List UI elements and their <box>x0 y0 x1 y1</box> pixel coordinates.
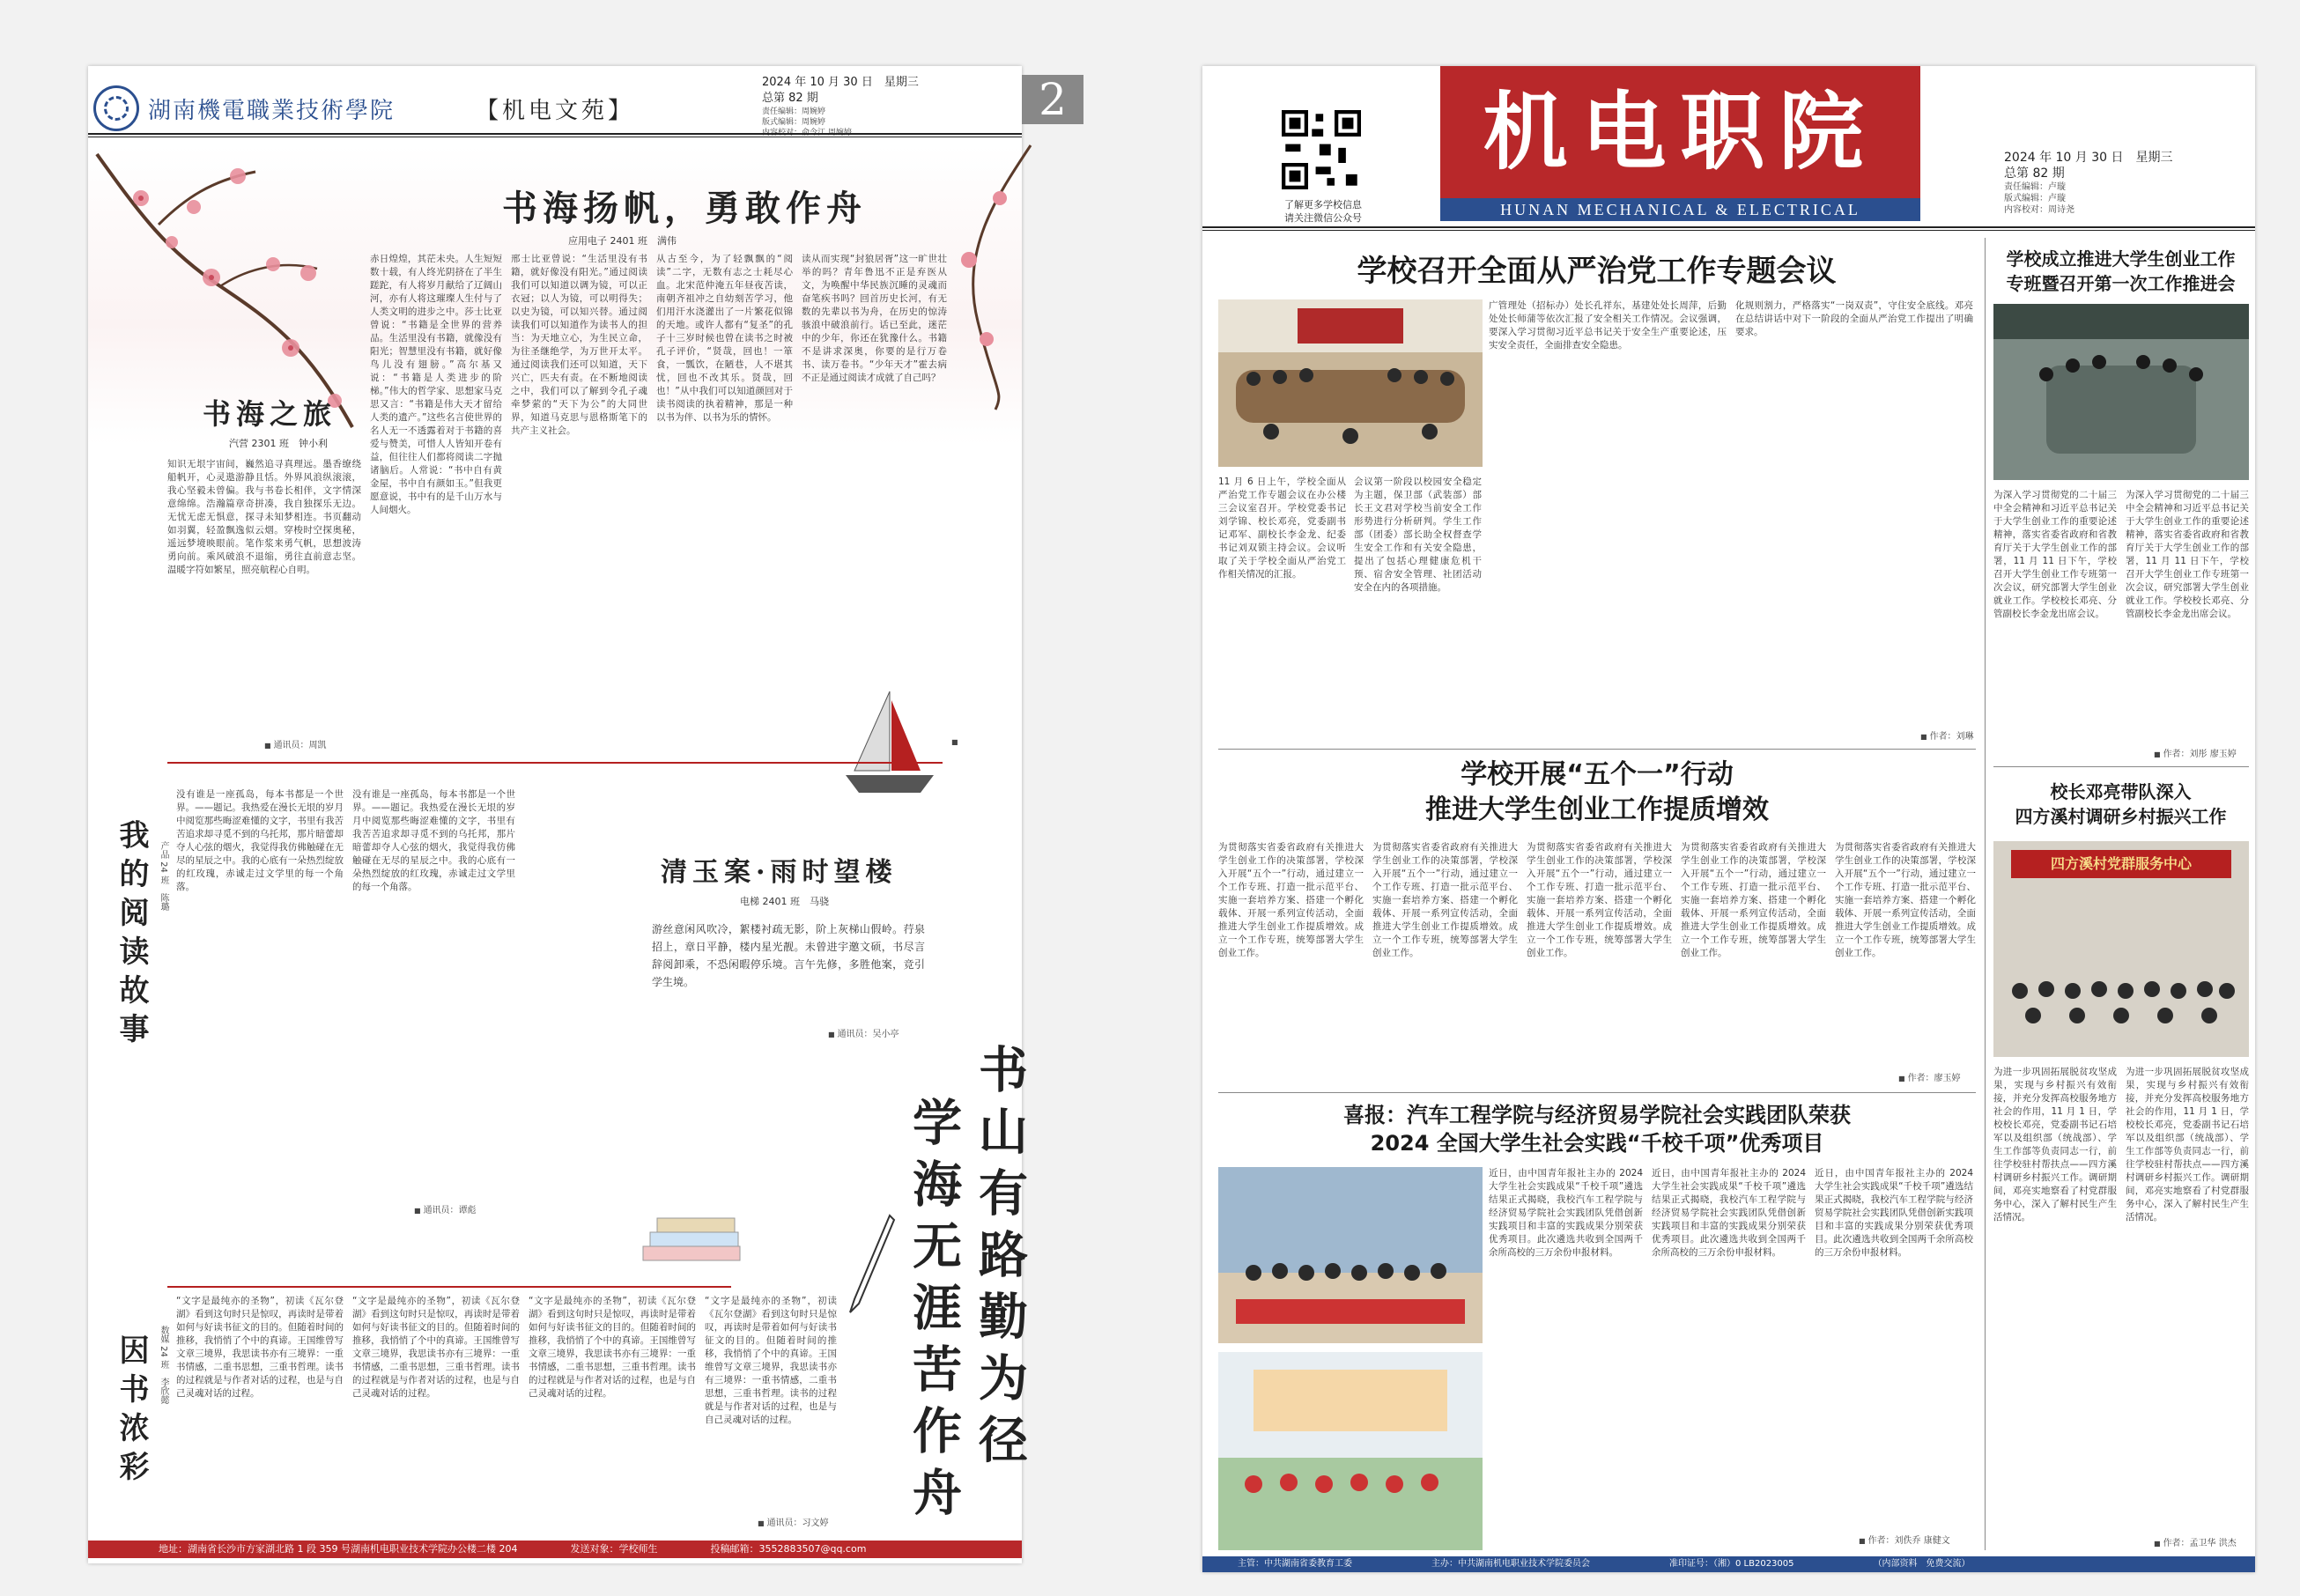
masthead-english: HUNAN MECHANICAL & ELECTRICAL POLYTECHNIC <box>1440 198 1920 221</box>
poem-body: 知识无垠宇宙间，巍然追寻真理远。墨香缭绕船帆开，心灵遨游静且恬。外界风浪纵滚滚，我心坚毅未曾偏。我与书卷长相伴，文字情深意绵绵。浩瀚篇章奇拼凑，我自独探乐无边。无忧无虑无惧意，探寻未知梦相连。书页翻动如羽翼，轻盈飘逸似云烟。穿梭时空探奥秘，遥远梦境映眼前。笔作浆来勇气帆，思想波涛勇向前。乘风破浪不退缩，勇往直前意志坚。温暖字符如繁星，照亮航程心自明。 <box>167 459 361 575</box>
article-body: 邢士比亚曾说：“生活里没有书籍，就好像没有阳光。”通过阅读我们可以知道以调为镜，可以正衣冠；以人为镜，可以明得失；以史为镜，可以知兴替。通过阅读我们可以知道作为读书人的担当：为天地立心，为生民立命，为往圣继绝学，为万世开太平。通过阅读我们还可以知道，天下兴亡，匹夫有责。在不断地阅读之中，我们可以了解到令孔子魂牵梦萦的“天下为公”的大同世界，知道马克思与恩格斯笔下的共产主义社会。 <box>511 254 647 436</box>
editor-line: 版式编辑：卢璇 <box>2004 194 2066 203</box>
section-divider <box>1218 749 1976 750</box>
section-tag: 【机电文苑】 <box>476 98 635 124</box>
article-title <box>1991 780 2251 829</box>
article-body: 没有谁是一座孤岛，每本书都是一个世界。——题记。我热爱在漫长无垠的岁月中阅览那些晦涩难懂的文字，书里有我苦苦追求却寻觅不到的乌托邦，那片暗蕾却夺人心弦的烟火，我觉得我仿佛触碰在无尽的星辰之中。我的心底有一朵热烈绽放的红玫瑰，赤诚走过文学里的每一个角落。 <box>176 789 344 892</box>
issue-info <box>2004 150 2173 216</box>
article-body: 广管理处（招标办）处长孔祥东，基建处处长周萍，后勤处处长师蒲等依次汇报了安全相关工作情况。会议强调，要深入学习贯彻习近平总书记关于安全生产重要论述，压实安全责任，全面排查安全隐患。 <box>1489 300 1727 351</box>
article-title-line: 专班暨召开第一次工作推进会 <box>2006 273 2236 294</box>
article-body: 读从而实现“封狼居胥”这一旷世壮举的吗？青年鲁迅不正是弃医从文，为唤醒中华民族沉睡的灵魂而奋笔疾书吗？回首历史长河，有无数的先辈以书为舟，在历史的惊涛骇浪中破浪前行。话已至此，迷茫中的少年，你还在犹豫什么。书籍不是讲求深奥，你要的是行万卷书、读万卷书。“少年天才”霍去病不正是通过阅读才成就了自己吗？ <box>802 254 947 383</box>
poem-body: 游丝意闲风吹冷，絮楼衬疏无影，阶上灰梯山假岭。荇泉招上，章日平静，楼内星光靓。未曾进宇邀文硕，书尽言辞阅卸乘，不恐闲暇停乐境。言午先修，多胜他案，竞引学生境。 <box>652 923 925 988</box>
article-title: 清玉案·雨时望楼 <box>661 857 898 888</box>
footer-contact: 发送对象：学校师生 <box>570 1543 658 1555</box>
practice-team-photo <box>1218 1167 1483 1343</box>
editor-line: 责任编辑：周婉婷 <box>762 107 826 116</box>
article-credit: ■ 作者：刘佚乔 康健文 <box>1859 1533 1950 1546</box>
service-center-banner: 四方溪村党群服务中心 <box>2011 850 2231 878</box>
group-people-icon <box>1993 841 2249 1057</box>
footer-license: 准印证号：（湘）0 LB2023005 <box>1669 1559 1794 1569</box>
article-body: 为贯彻落实省委省政府有关推进大学生创业工作的决策部署，学校深入开展“五个一”行动，通过建立一个工作专班、打造一批示范平台、实施一套培养方案、搭建一个孵化载体、开展一系列宣传活动，全面推进大学生创业工作提质增效。成立一个工作专班，统筹部署大学生创业工作。 <box>1372 842 1518 958</box>
left-page <box>88 66 1029 1563</box>
school-emblem-icon <box>93 85 139 131</box>
article-title: 我的阅读故事 <box>114 819 149 1052</box>
article-body: 为深入学习贯彻党的二十届三中全会精神和习近平总书记关于大学生创业工作的重要论述精神，落实省委省政府和省教育厅关于大学生创业工作的部署，11 月 11 日下午，学校召开大学生创业工作专班第一次会议，研究部署大学生创业就业工作。学校校长邓亮、分管副校长李金龙出席会议。 <box>2126 490 2249 619</box>
article-body: 近日，由中国青年报社主办的 2024 大学生社会实践成果“千校千项”遴选结果正式揭晓，我校汽车工程学院与经济贸易学院社会实践团队凭借创新实践项目和丰富的实践成果分别荣获优秀项目。此次遴选共收到全国两千余所高校的三万余份申报材料。 <box>1489 1168 1643 1258</box>
motto-line: 学海无涯苦作舟 <box>905 1097 963 1528</box>
section-divider <box>1218 1092 1976 1093</box>
page-footer <box>1202 1556 2255 1572</box>
issue-number: 总第 82 期 <box>762 92 818 105</box>
article-body: 为贯彻落实省委省政府有关推进大学生创业工作的决策部署，学校深入开展“五个一”行动，通过建立一个工作专班、打造一批示范平台、实施一套培养方案、搭建一个孵化载体、开展一系列宣传活动，全面推进大学生创业工作提质增效。成立一个工作专班，统筹部署大学生创业工作。 <box>1681 842 1826 958</box>
article-credit: ■ 作者：孟卫华 洪杰 <box>2154 1535 2237 1548</box>
article-title: 学校召开全面从严治党工作专题会议 <box>1357 254 1837 289</box>
article-byline: 电梯 2401 班 马骁 <box>740 896 829 907</box>
article-body: 为贯彻落实省委省政府有关推进大学生创业工作的决策部署，学校深入开展“五个一”行动，通过建立一个工作专班、打造一批示范平台、实施一套培养方案、搭建一个孵化载体、开展一系列宣传活动，全面推进大学生创业工作提质增效。成立一个工作专班，统筹部署大学生创业工作。 <box>1835 842 1976 958</box>
editor-line: 责任编辑：卢璇 <box>2004 182 2066 192</box>
article-credit <box>951 737 961 747</box>
qr-code-icon[interactable] <box>1282 110 1361 189</box>
page-footer <box>88 1541 1022 1558</box>
school-name: 湖南機電職業技術學院 <box>148 97 396 124</box>
qr-caption <box>1266 198 1380 225</box>
article-credit: ■ 通讯员：周凯 <box>264 737 327 750</box>
article-title <box>1218 757 1976 828</box>
issue-date: 2024 年 10 月 30 日 星期三 <box>2004 151 2173 165</box>
article-title: 书海之旅 <box>203 397 337 431</box>
village-visit-photo <box>1993 841 2249 1057</box>
work-meeting-photo <box>1993 304 2249 480</box>
article-body: “文字是最纯亦的圣物”，初读《瓦尔登湖》看到这句时只是惊叹，再读时是带着如何与好读书征文的目的。但随着时间的推移，我悄悄了个中的真谛。王国维曾写文章三境界，我思读书亦有三境界：一重书情感，二重书思想，三重书哲理。读书的过程就是与作者对话的过程，也是与自己灵魂对话的过程。 <box>705 1296 837 1425</box>
meeting-photo <box>1218 299 1483 467</box>
article-title-line: 学校开展“五个一”行动 <box>1461 759 1734 790</box>
article-title-line: 校长邓亮带队深入 <box>2050 781 2192 802</box>
article-body: “文字是最纯亦的圣物”，初读《瓦尔登湖》看到这句时只是惊叹，再读时是带着如何与好读书征文的目的。但随着时间的推移，我悄悄了个中的真谛。王国维曾写文章三境界，我思读书亦有三境界：一重书情感，二重书思想，三重书哲理。读书的过程就是与作者对话的过程，也是与自己灵魂对话的过程。 <box>176 1296 344 1399</box>
article-body: 近日，由中国青年报社主办的 2024 大学生社会实践成果“千校千项”遴选结果正式揭晓，我校汽车工程学院与经济贸易学院社会实践团队凭借创新实践项目和丰富的实践成果分别荣获优秀项目。此次遴选共收到全国两千余所高校的三万余份申报材料。 <box>1652 1168 1806 1258</box>
article-body: 赤日煌煌，其茫未央。人生短短数十载，有人终光阴挤在了半生蹉跎，有人将岁月献给了辽阔山河，亦有人将这璀璨人生付与了人类文明的进步之中。莎士比亚曾说：“书籍是全世界的营养品。生活里没有书籍，就像没有阳光；智慧里没有书籍，就好像鸟儿没有翅膀。”高尔基又说：“书籍是人类进步的阶梯。”伟大的哲学家、思想家马克思又言：“书籍是伟大天才留给人类的遗产。”这些名言使世界的名人无一不透露着对于书籍的喜爱与赞美，可惜人人皆知开卷有益，但往往人们都将阅读二字抛诸脑后。人常说：“书中自有黄金屋，书中自有颜如玉。”但我更愿意说，书中有的是千山万水与人间烟火。 <box>370 254 502 515</box>
editor-line: 内容校对：周诗尧 <box>2004 205 2074 215</box>
qr-caption-line: 请关注微信公众号 <box>1284 212 1362 224</box>
article-title: 书海扬帆，勇敢作舟 <box>502 188 867 229</box>
article-body: “文字是最纯亦的圣物”，初读《瓦尔登湖》看到这句时只是惊叹，再读时是带着如何与好读书征文的目的。但随着时间的推移，我悄悄了个中的真谛。王国维曾写文章三境界，我思读书亦有三境界：一重书情感，二重书思想，三重书哲理。读书的过程就是与作者对话的过程，也是与自己灵魂对话的过程。 <box>529 1296 696 1399</box>
article-body: 为贯彻落实省委省政府有关推进大学生创业工作的决策部署，学校深入开展“五个一”行动，通过建立一个工作专班、打造一批示范平台、实施一套培养方案、搭建一个孵化载体、开展一系列宣传活动，全面推进大学生创业工作提质增效。成立一个工作专班，统筹部署大学生创业工作。 <box>1218 842 1364 958</box>
issue-date: 2024 年 10 月 30 日 星期三 <box>762 76 919 89</box>
article-body: 近日，由中国青年报社主办的 2024 大学生社会实践成果“千校千项”遴选结果正式揭晓，我校汽车工程学院与经济贸易学院社会实践团队凭借创新实践项目和丰富的实践成果分别荣获优秀项目。此次遴选共收到全国两千余所高校的三万余份申报材料。 <box>1815 1168 1973 1258</box>
article-body: 会议第一阶段以校园安全稳定为主题，保卫部（武装部）部长王文君对学校当前安全工作形势进行分析研判。学生工作部（团委）部长助全权督查学生安全工作和有关安全隐患，提出了包括心理健康危机干预、宿舍安全管理、社团活动安全在内的各项措施。 <box>1354 477 1482 593</box>
column-divider <box>1985 238 1986 1550</box>
section-divider <box>167 1286 731 1288</box>
header-rule <box>1202 226 2255 228</box>
article-title-line: 2024 全国大学生社会实践“千校千项”优秀项目 <box>1370 1131 1824 1156</box>
article-credit: ■ 通讯员：习文婷 <box>758 1515 829 1528</box>
footer-host: 主办：中共湖南机电职业技术学院委员会 <box>1431 1559 1590 1569</box>
header-rule <box>1202 230 2255 231</box>
books-icon <box>634 1202 758 1282</box>
sailboat-icon <box>837 683 943 806</box>
article-body: “文字是最纯亦的圣物”，初读《瓦尔登湖》看到这句时只是惊叹，再读时是带着如何与好读书征文的目的。但随着时间的推移，我悄悄了个中的真谛。王国维曾写文章三境界，我思读书亦有三境界：一重书情感，二重书思想，三重书哲理。读书的过程就是与作者对话的过程，也是与自己灵魂对话的过程。 <box>352 1296 520 1399</box>
article-byline: 应用电子 2401 班 满伟 <box>568 235 677 247</box>
article-title-line: 喜报：汽车工程学院与经济贸易学院社会实践团队荣获 <box>1343 1103 1851 1127</box>
article-credit: ■ 作者：刘琳 <box>1920 728 1974 742</box>
article-title-line: 四方溪村调研乡村振兴工作 <box>2015 806 2227 827</box>
article-body: 为进一步巩固拓展脱贫攻坚成果，实现与乡村振兴有效衔接，并充分发挥高校服务地方社会的作用，11 月 1 日，学校校长邓亮，党委副书记石培军以及组织部（统战部）、学生工作部等负责同志一行，前往学校驻村帮扶点——四方溪村调研乡村振兴工作。调研期间，邓亮实地察看了村党群服务中心，深入了解村民生产生活情况。 <box>2126 1067 2249 1223</box>
article-title <box>1991 247 2251 296</box>
page-number: 2 <box>1022 75 1083 124</box>
masthead-title: 机电职院 <box>1440 66 1920 198</box>
article-byline: 汽营 2301 班 钟小利 <box>229 438 328 449</box>
footer-note: （内部资料 免费交流） <box>1873 1559 1971 1569</box>
article-body: 从古至今，为了轻飘飘的“阅读”二字，无数有志之士耗尽心血。北宋范仲淹五年昼夜苦读，南朝齐祖冲之自幼刻苦学习，他们用汗水浇灌出了一片繁花似锦的天地。或许人都有“复圣”的孔子十三岁时候也曾在读书之时被孔子评价，“贤哉，回也！一箪食，一瓢饮，在陋巷，人不堪其忧，回也不改其乐。贤哉，回也！”从中我们可以知道颜回对于读书阅读的执着精神，那是一种以书为伴、以书为乐的情怀。 <box>656 254 793 423</box>
article-byline: 数媒 24 班 李欣懿 <box>159 1326 168 1405</box>
motto-line: 书山有路勤为径 <box>971 1044 1029 1475</box>
article-title-line: 推进大学生创业工作提质增效 <box>1425 794 1769 825</box>
article-body: 没有谁是一座孤岛，每本书都是一个世界。——题记。我热爱在漫长无垠的岁月中阅览那些晦涩难懂的文字，书里有我苦苦追求却寻觅不到的乌托邦，那片暗蕾却夺人心弦的烟火，我觉得我仿佛触碰在无尽的星辰之中。我的心底有一朵热烈绽放的红玫瑰，赤诚走过文学里的每一个角落。 <box>352 789 515 892</box>
article-credit: ■ 通讯员：吴小亭 <box>828 1026 899 1039</box>
footer-email[interactable]: 投稿邮箱：3552883507@qq.com <box>710 1543 867 1555</box>
article-title <box>1218 1101 1976 1157</box>
issue-info <box>762 75 919 138</box>
article-credit: ■ 作者：刘彤 廖玉婷 <box>2154 746 2237 759</box>
editor-line: 内容校对：俞令江 周婉婷 <box>762 129 852 137</box>
article-credit: ■ 作者：廖玉婷 <box>1898 1070 1961 1083</box>
pen-icon <box>846 1211 899 1317</box>
right-page <box>1202 66 2255 1572</box>
article-body: 为深入学习贯彻党的二十届三中全会精神和习近平总书记关于大学生创业工作的重要论述精神，落实省委省政府和省教育厅关于大学生创业工作的部署，11 月 11 日下午，学校召开大学生创业工作专班第一次会议，研究部署大学生创业就业工作。学校校长邓亮、分管副校长李金龙出席会议。 <box>1993 490 2117 619</box>
school-logo <box>93 85 395 131</box>
article-byline: 产品 24 班 陈璐 <box>159 841 168 912</box>
article-credit: ■ 通讯员：谭彪 <box>414 1202 477 1215</box>
footer-sponsor: 主管：中共湖南省委教育工委 <box>1238 1559 1352 1569</box>
children-activity-photo <box>1218 1352 1483 1550</box>
article-body: 11 月 6 日上午，学校全面从严治党工作专题会议在办公楼三会议室召开。学校党委书记刘学锦、校长邓亮，党委副书记邓军、副校长李金龙、纪委书记刘双锁主持会议。会议听取了关于学校全面从严治党工作相关情况的汇报。 <box>1218 477 1346 580</box>
qr-caption-line: 了解更多学校信息 <box>1284 199 1362 211</box>
section-divider <box>167 762 943 764</box>
footer-address: 地址：湖南省长沙市方家湖北路 1 段 359 号湖南机电职业技术学院办公楼二楼 204 <box>159 1543 518 1555</box>
editor-line: 版式编辑：周婉婷 <box>762 118 826 127</box>
article-body: 为进一步巩固拓展脱贫攻坚成果，实现与乡村振兴有效衔接，并充分发挥高校服务地方社会的作用，11 月 1 日，学校校长邓亮，党委副书记石培军以及组织部（统战部）、学生工作部等负责同志一行，前往学校驻村帮扶点——四方溪村调研乡村振兴工作。调研期间，邓亮实地察看了村党群服务中心，深入了解村民生产生活情况。 <box>1993 1067 2117 1223</box>
issue-number: 总第 82 期 <box>2004 166 2065 181</box>
article-body: 化规则割力，严格落实“一岗双责”，守住安全底线。邓亮在总结讲话中对下一阶段的全面从严治党工作提出了明确要求。 <box>1735 300 1973 337</box>
section-divider <box>1993 766 2249 767</box>
header-rule <box>88 133 1022 135</box>
article-title-line: 学校成立推进大学生创业工作 <box>2006 248 2236 270</box>
article-title: 因书浓彩 <box>114 1334 149 1489</box>
article-body: 为贯彻落实省委省政府有关推进大学生创业工作的决策部署，学校深入开展“五个一”行动，通过建立一个工作专班、打造一批示范平台、实施一套培养方案、搭建一个孵化载体、开展一系列宣传活动，全面推进大学生创业工作提质增效。成立一个工作专班，统筹部署大学生创业工作。 <box>1527 842 1672 958</box>
